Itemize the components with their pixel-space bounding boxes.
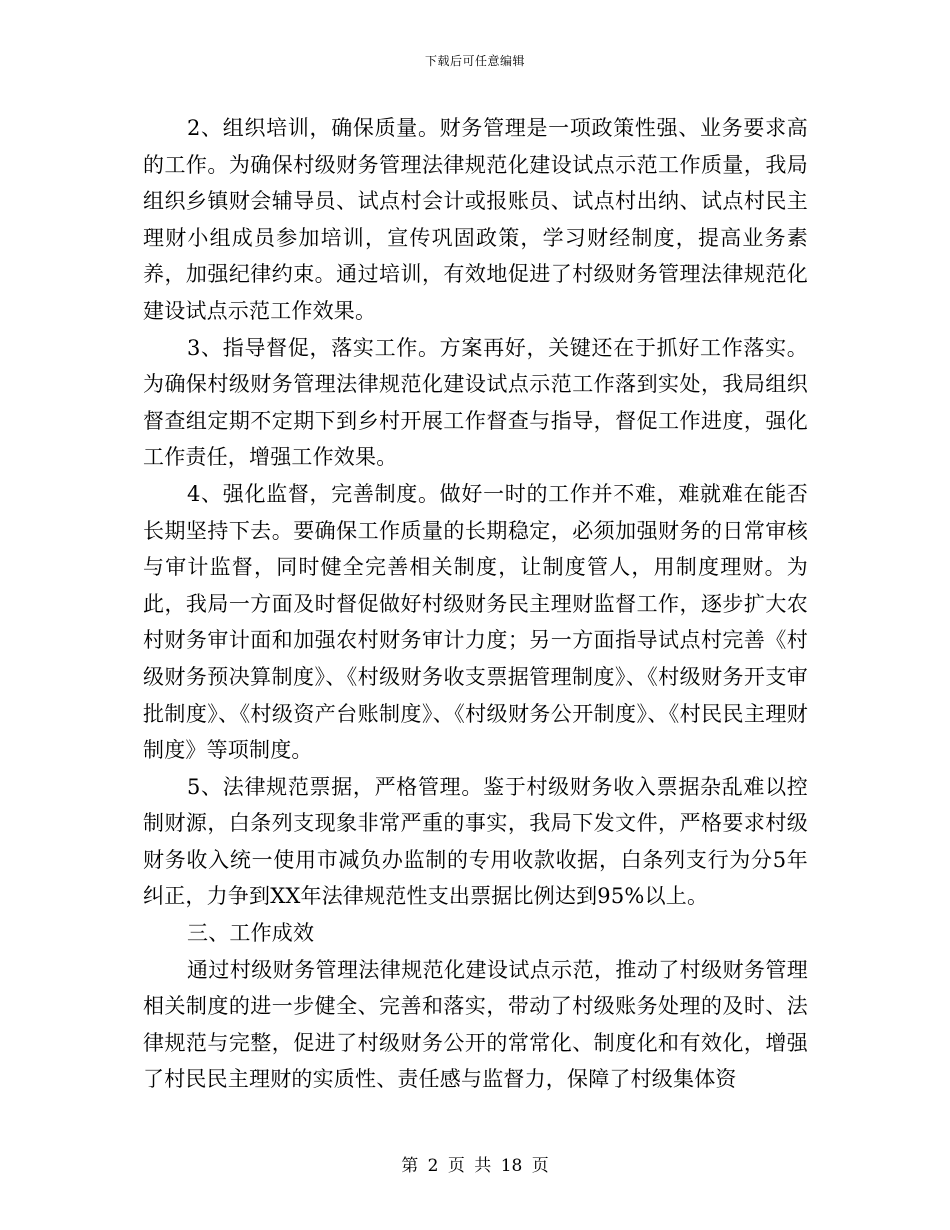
paragraph-strengthen-oversight: 4、强化监督，完善制度。做好一时的工作并不难，难就难在能否长期坚持下去。要确保工作质量的长期稳定，必须加强财务的日常审核与审计监督，同时健全完善相关制度，让制度管人，用制度理财。为此，我局一方面及时督促做好村级财务民主理财监督工作，逐步扩大农村财务审计面和加强农村财务审计力度；另一方面指导试点村完善《村级财务预决算制度》、《村级财务收支票据管理制度》、《村级财务开支审批制度》、《村级资产台账制度》、《村级财务公开制度》、《村民民主理财制度》等项制度。: [143, 481, 808, 763]
paragraph-receipt-standards: 5、法律规范票据，严格管理。鉴于村级财务收入票据杂乱难以控制财源，白条列支现象非常严重的事实，我局下发文件，严格要求村级财务收入统一使用市减负办监制的专用收款收据，白条列支行为分5年纠正，力争到XX年法律规范性支出票据比例达到95%以上。: [143, 774, 808, 909]
document-body: [143, 110, 808, 1098]
paragraph-supervision-guidance: 3、指导督促，落实工作。方案再好，关键还在于抓好工作落实。为确保村级财务管理法律规范化建设试点示范工作落到实处，我局组织督查组定期不定期下到乡村开展工作督查与指导，督促工作进度，强化工作责任，增强工作效果。: [143, 335, 808, 470]
paragraph-results: 通过村级财务管理法律规范化建设试点示范，推动了村级财务管理相关制度的进一步健全、完善和落实，带动了村级账务处理的及时、法律规范与完整，促进了村级财务公开的常常化、制度化和有效化，增强了村民民主理财的实质性、责任感与监督力，保障了村级集体资: [143, 957, 808, 1092]
paragraph-training: 2、组织培训，确保质量。财务管理是一项政策性强、业务要求高的工作。为确保村级财务管理法律规范化建设试点示范工作质量，我局组织乡镇财会辅导员、试点村会计或报账员、试点村出纳、试点村民主理财小组成员参加培训，宣传巩固政策，学习财经制度，提高业务素养，加强纪律约束。通过培训，有效地促进了村级财务管理法律规范化建设试点示范工作效果。: [143, 116, 808, 323]
page-header: 下载后可任意编辑: [424, 54, 525, 68]
page-number: 第 2 页 共 18 页: [401, 1156, 549, 1176]
section-heading-results: 三、工作成效: [187, 921, 315, 946]
